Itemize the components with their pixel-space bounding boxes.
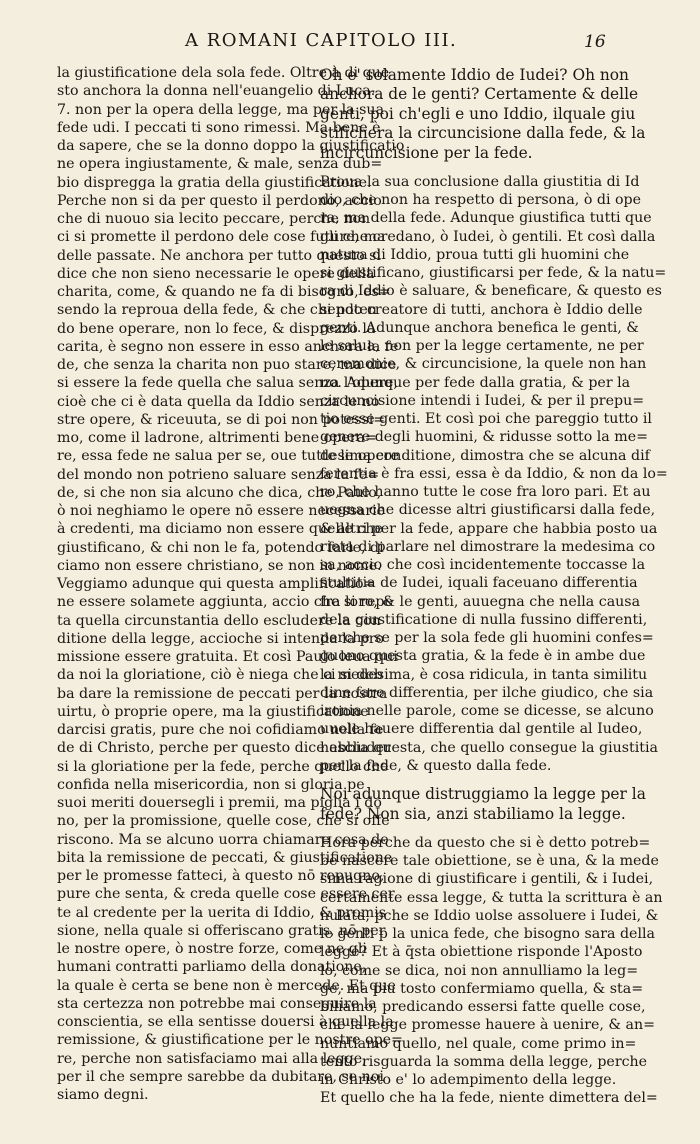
text-line: per le promesse fatteci, à questo nō repugno,: [57, 868, 385, 884]
text-line: anchora de le genti? Certamente & delle: [320, 85, 639, 104]
text-line: ne essere solamete aggiunta, accio che si repe: [57, 594, 393, 611]
text-line: Proua la sua conclusione dalla giustitia di Id: [320, 173, 640, 190]
text-line: ba dare la remissione de peccati per la nostra: [57, 685, 388, 702]
text-line: cioè che ci è data quella da Iddio senza le no: [57, 393, 380, 410]
text-line: desima conditione, dimostra che se alcuna dif: [320, 447, 650, 464]
text-line: confida nella misericordia, non si gloria pe: [57, 776, 365, 793]
text-line: da noi la gloriatione, ciò è niega che ci si deb: [57, 667, 383, 684]
text-line: ironia nelle parole, come se dicesse, se alcuno: [320, 703, 654, 720]
text-line: uuole hauere differentia dal gentile al Iudeo,: [320, 721, 643, 738]
text-line: uegna che dicesse altri giustificarsi dalla fede,: [320, 502, 656, 519]
text-line: tio esse genti. Et così poi che pareggio tutto il: [320, 411, 652, 428]
text-line: ge, ma piu tosto confermiamo quella, & sta=: [320, 980, 644, 997]
text-line: dio, che non ha respetto di persona, ò di ope: [320, 192, 642, 209]
text-line: no. Adunque per fede dalla gratia, & per la: [320, 374, 631, 391]
text-line: la quale è certa se bene non è mercede. Et que: [57, 977, 396, 994]
text-line: nulata, pche se Iddio uolse assoluere i Iudei, &: [320, 907, 659, 924]
text-line: mo, come il ladrone, altrimenti bene opera=: [57, 430, 377, 446]
text-line: la giustificatione dela sola fede. Oltre à di que: [57, 65, 390, 81]
text-line: ciamo non essere christiano, se non in nome.: [57, 557, 382, 574]
text-line: che di nuouo sia lecito peccare, perche non: [57, 211, 371, 227]
text-line: ne opera ingiustamente, & male, senza dub=: [57, 156, 383, 173]
text-line: incircuncisione per la fede.: [320, 143, 533, 162]
text-line: ditione della legge, accioche si intenda la pro: [57, 630, 385, 647]
text-line: sa, accio che così incidentemente toccasse la: [320, 557, 646, 574]
text-line: siamo degni.: [57, 1087, 149, 1103]
text-line: le salua, non per la legge certamente, ne per: [320, 338, 644, 355]
left-column: [57, 64, 405, 1103]
text-line: gli che credano, ò Iudei, ò gentili. Et così dalla: [320, 228, 656, 245]
text-line: rieta di parlare nel dimostrare la medesima co: [320, 538, 656, 555]
text-line: Et quello che ha la fede, niente dimettera del=: [320, 1090, 658, 1107]
commentary-paragraph: [320, 173, 668, 775]
lemma-paragraph: [320, 66, 646, 163]
text-line: humani contratti parliamo della donatione,: [57, 959, 367, 976]
text-line: bita la remissione de peccati, & giustificatione: [57, 849, 393, 866]
text-line: sta certezza non potrebbe mai conseguire la: [57, 995, 377, 1012]
text-line: darcisi gratis, pure che noi cofidiamo nella fe: [57, 722, 384, 738]
text-line: da sapere, che se la donno doppo la giustificatio: [57, 138, 405, 154]
commentary-paragraph: [320, 834, 663, 1108]
folio-number: 16: [584, 32, 606, 52]
text-line: giustificano, & chi non le fa, potendo farle, di: [57, 539, 384, 556]
text-line: be nascere tale obiettione, se è una, & la mede: [320, 853, 659, 870]
text-line: perche se per la sola fede gli huomini confes=: [320, 630, 654, 647]
text-line: missione essere gratuita. Et così Paulo leua qui: [57, 649, 398, 665]
text-line: à credenti, ma diciamo non essere quelle che: [57, 521, 383, 538]
text-line: genere degli huomini, & ridusse sotto la me=: [320, 429, 649, 446]
text-line: ra, ma della fede. Adunque giustifica tutti que: [320, 210, 652, 227]
text-line: Oh e' solamente Iddio de Iudei? Oh non: [320, 66, 629, 84]
text-line: guono questa gratia, & la fede è in ambe due: [320, 648, 646, 665]
right-column: [320, 66, 668, 1107]
text-line: & altri per la fede, appare che habbia posto ua: [320, 520, 658, 537]
paragraph-gap: [320, 163, 608, 173]
text-line: de, che senza la charita non puo stare, ma dice: [57, 357, 397, 373]
text-line: che la legge promesse hauere à uenire, & an=: [320, 1017, 656, 1034]
text-line: stifichera la circuncisione dalla fede, & la: [320, 124, 646, 143]
text-line: uirtu, ò proprie opere, ma la giustificatione: [57, 703, 369, 720]
text-line: remissione, & giustificatione per le nostre ope=: [57, 1032, 403, 1049]
running-head: A ROMANI CAPITOLO III.: [185, 30, 458, 51]
text-line: suoi meriti douersegli i premii, ma piglia i do: [57, 795, 382, 811]
text-line: in Christo e' lo adempimento della legge.: [320, 1072, 617, 1089]
text-line: de di Christo, perche per questo dice escluder: [57, 740, 391, 757]
text-line: del mondo non potrieno saluare senza la fe=: [57, 466, 380, 483]
text-line: fede udi. I peccati ti sono rimessi. Ma bene è: [57, 119, 381, 136]
text-line: circuncisione intendi i Iudei, & per il prepu=: [320, 392, 645, 409]
text-line: biliamo, predicando essersi fatte quelle cose,: [320, 999, 646, 1016]
paragraph-gap: [320, 824, 608, 834]
text-line: ferentia è fra essi, essa è da Iddio, & non da lo=: [320, 465, 668, 482]
text-line: per la fede, & questo dalla fede.: [320, 757, 552, 774]
text-line: stre opere, & riceuuta, se di poi non potessi=: [57, 411, 386, 428]
text-line: ci si promette il perdono dele cose future, ma: [57, 229, 386, 246]
text-line: Perche non si da per questo il perdono, accio: [57, 192, 382, 209]
text-line: charita, come, & quando ne fa di bisogno, es=: [57, 284, 391, 300]
text-line: pure che senta, & creda quelle cose essere cer: [57, 886, 395, 903]
text-line: dela giustificatione di nulla fussino differenti,: [320, 611, 648, 628]
text-line: ta quella circunstantia dello escludere la con: [57, 612, 381, 629]
page-header: [0, 30, 700, 60]
text-line: lo, come se dica, noi non annulliamo la leg=: [320, 962, 639, 979]
text-line: de, si che non sia alcuno che dica, che Paulo,: [57, 484, 382, 501]
text-line: habbia questa, che quello consegue la giustitia: [320, 739, 658, 756]
text-line: bio dispregga la gratia della giustificatione.: [57, 174, 372, 191]
text-line: dice che non sieno necessarie le opere della: [57, 265, 375, 282]
text-line: natura di Iddio, proua tutti gli huomini che: [320, 246, 630, 263]
text-line: le nostre opere, ò nostre forze, come ne gli: [57, 941, 367, 957]
text-line: conscientia, se ella sentisse douersi à quella la: [57, 1014, 394, 1030]
text-line: sto anchora la donna nell'euangelio di Luca.: [57, 83, 376, 100]
text-line: dine fare differentia, per ilche giudico, che sia: [320, 684, 654, 701]
text-line: sendo la reproua della fede, & che chi poten: [57, 302, 377, 319]
lemma-paragraph: [320, 785, 646, 824]
text-line: sione, nella quale si offeriscano gratis, nō per: [57, 922, 386, 939]
text-line: ceremonie, & circuncisione, la quele non han: [320, 356, 647, 373]
text-line: le genti p la unica fede, che bisogno sara della: [320, 926, 655, 943]
text-line: la medesima, è cosa ridicula, in tanta similitu: [320, 666, 648, 683]
text-line: tento risguarda la somma della legge, perche: [320, 1053, 648, 1070]
paragraph-gap: [320, 775, 608, 785]
text-line: sendo creatore di tutti, anchora è Iddio delle: [320, 301, 643, 318]
text-line: Veggiamo adunque qui questa amplificatio=: [57, 576, 376, 592]
text-line: certamente essa legge, & tutta la scrittura è an: [320, 889, 663, 906]
text-line: si giustificano, giustificarsi per fede, & la natu=: [320, 265, 667, 282]
text-line: fede? Non sia, anzi stabiliamo la legge.: [320, 804, 626, 823]
text-line: legge? Et à q̄sta obiettione risponde l'Aposto: [320, 944, 643, 961]
text-line: re, essa fede ne salua per se, oue tutte le opere: [57, 448, 400, 465]
text-line: delle passate. Ne anchora per tutto questo si: [57, 247, 381, 264]
text-line: ò noi neghiamo le opere nō essere necessarie: [57, 503, 386, 519]
text-line: 7. non per la opera della legge, ma per la sua: [57, 101, 385, 118]
text-line: genti. Adunque anchora benefica le genti, &: [320, 319, 639, 336]
text-line: carita, è segno non essere in esso anchora la fe: [57, 338, 399, 355]
text-line: ro, che hanno tutte le cose fra loro pari. Et au: [320, 484, 651, 501]
text-line: per il che sempre sarebbe da dubitare, se noi: [57, 1068, 384, 1085]
text-line: ra di Iddio è saluare, & beneficare, & questo es: [320, 283, 662, 300]
text-line: nuntiamo quello, nel quale, come primo in=: [320, 1035, 637, 1052]
text-line: si la gloriatione per la fede, perche quello che: [57, 758, 389, 775]
text-line: Hora perche da questo che si è detto potreb=: [320, 834, 651, 851]
text-line: fra loro, & le genti, auuegna che nella causa: [320, 593, 641, 610]
text-line: stultitia de Iudei, iquali faceuano differentia: [320, 575, 638, 592]
text-line: no, per la promissione, quelle cose, che si offe: [57, 813, 390, 830]
text-line: re, perche non satisfaciamo mai alla legge,: [57, 1050, 367, 1067]
text-line: genti, poi ch'egli e uno Iddio, ilquale giu: [320, 104, 636, 123]
text-line: do bene operare, non lo fece, & disprezzo la: [57, 320, 376, 337]
text-line: te al credente per la uerita di Iddio, & promis: [57, 904, 387, 921]
text-line: sima ragione di giustificare i gentili, & i Iudei,: [320, 871, 654, 888]
text-line: Noi adunque distruggiamo la legge per la: [320, 785, 646, 804]
text-line: riscono. Ma se alcuno uorra chiamare cosa de: [57, 831, 389, 848]
text-line: si essere la fede quella che salua senza l'opere,: [57, 375, 398, 392]
